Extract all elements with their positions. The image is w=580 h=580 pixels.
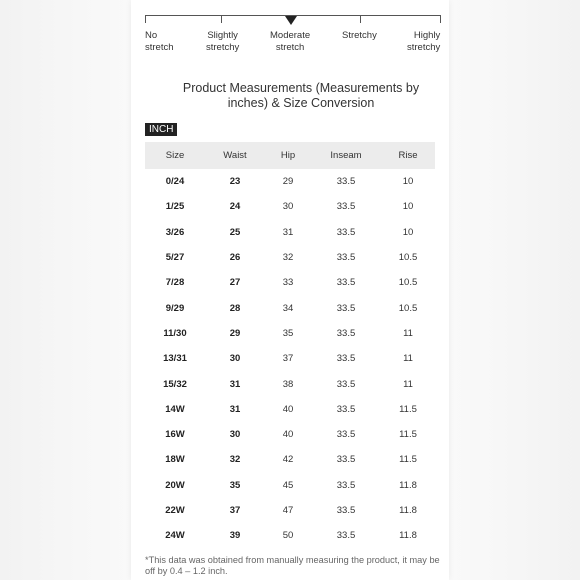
cell-rise: 11 <box>403 378 413 390</box>
cell-rise: 11.5 <box>399 403 417 415</box>
cell-waist: 32 <box>229 454 241 466</box>
cell-size: 22W <box>165 505 185 516</box>
cell-rise: 10 <box>402 176 414 188</box>
cell-rise: 11.8 <box>399 530 417 542</box>
cell-size: 9/29 <box>165 302 185 314</box>
cell-size: 1/25 <box>165 201 185 213</box>
background-left <box>0 0 131 580</box>
column-header-waist: Waist <box>205 142 265 169</box>
table-row <box>145 523 435 548</box>
cell-inseam: 33.5 <box>336 252 356 264</box>
column-header-inseam: Inseam <box>311 142 381 169</box>
cell-rise: 10.5 <box>398 277 418 289</box>
table-row <box>145 371 435 396</box>
cell-hip: 32 <box>282 252 294 264</box>
cell-size: 14W <box>165 403 185 415</box>
cell-hip: 47 <box>282 505 294 516</box>
cell-size: 15/32 <box>163 378 187 390</box>
unit-badge: INCH <box>145 123 177 136</box>
cell-size: 18W <box>165 454 185 466</box>
size-table <box>145 142 435 548</box>
stretch-scale-tick <box>145 15 146 23</box>
cell-waist: 24 <box>229 201 241 213</box>
column-header-rise: Rise <box>381 142 435 169</box>
cell-hip: 38 <box>282 378 294 390</box>
cell-size: 20W <box>165 479 185 491</box>
cell-hip: 37 <box>282 353 294 365</box>
cell-size: 7/28 <box>165 277 185 289</box>
cell-rise: 10.5 <box>398 302 418 314</box>
cell-inseam: 33.5 <box>336 277 356 289</box>
cell-waist: 28 <box>229 302 241 314</box>
cell-size: 5/27 <box>165 252 185 264</box>
cell-waist: 29 <box>229 327 241 339</box>
cell-waist: 25 <box>229 226 241 238</box>
cell-rise: 11 <box>403 327 413 339</box>
cell-waist: 31 <box>229 403 241 415</box>
cell-inseam: 33.5 <box>336 429 356 441</box>
cell-size: 0/24 <box>165 176 185 188</box>
table-row <box>145 270 435 295</box>
cell-waist: 35 <box>229 479 241 491</box>
table-row <box>145 346 435 371</box>
cell-inseam: 33.5 <box>336 505 356 516</box>
stretch-marker-icon <box>285 16 297 25</box>
table-row <box>145 473 435 498</box>
cell-inseam: 33.5 <box>336 403 356 415</box>
cell-waist: 39 <box>229 530 241 542</box>
cell-inseam: 33.5 <box>336 327 356 339</box>
cell-rise: 11.8 <box>399 479 417 491</box>
cell-hip: 40 <box>282 403 294 415</box>
cell-rise: 11.5 <box>399 429 417 441</box>
stretch-label-slightly: Slightly stretchy <box>206 30 240 53</box>
cell-rise: 11 <box>403 353 413 365</box>
cell-inseam: 33.5 <box>336 479 356 491</box>
stretch-scale-tick <box>221 15 222 23</box>
cell-hip: 30 <box>282 201 294 213</box>
table-row <box>145 220 435 245</box>
stretch-label-highly: Highly stretchy <box>407 30 441 53</box>
table-row <box>145 397 435 422</box>
table-row <box>145 169 435 194</box>
cell-hip: 50 <box>282 530 294 542</box>
table-row <box>145 295 435 320</box>
cell-size: 3/26 <box>165 226 185 238</box>
size-chart-card <box>131 0 449 580</box>
cell-hip: 35 <box>282 327 294 339</box>
cell-waist: 31 <box>229 378 241 390</box>
cell-hip: 31 <box>282 226 294 238</box>
cell-inseam: 33.5 <box>336 530 356 542</box>
stretch-label-stretchy: Stretchy <box>342 30 377 41</box>
cell-hip: 34 <box>282 302 294 314</box>
cell-hip: 45 <box>282 479 294 491</box>
cell-waist: 30 <box>229 429 241 441</box>
table-row <box>145 422 435 447</box>
cell-inseam: 33.5 <box>336 226 356 238</box>
cell-hip: 42 <box>282 454 294 466</box>
cell-inseam: 33.5 <box>336 454 356 466</box>
cell-hip: 29 <box>282 176 294 188</box>
cell-size: 24W <box>165 530 185 542</box>
stretch-scale-tick <box>440 15 441 23</box>
table-row <box>145 498 435 523</box>
table-row <box>145 194 435 219</box>
table-body <box>145 169 435 548</box>
cell-waist: 23 <box>229 176 241 188</box>
cell-size: 16W <box>165 429 185 441</box>
cell-inseam: 33.5 <box>336 201 356 213</box>
cell-inseam: 33.5 <box>336 302 356 314</box>
cell-waist: 37 <box>229 505 241 516</box>
measurement-note: *This data was obtained from manually measuring the product, it may be off by 0.4 – 1.2 inch. <box>145 555 440 576</box>
cell-rise: 11.5 <box>399 454 417 466</box>
cell-hip: 40 <box>282 429 294 441</box>
cell-waist: 26 <box>229 252 241 264</box>
cell-rise: 11.8 <box>399 505 417 516</box>
background-right <box>449 0 580 580</box>
column-header-size: Size <box>145 142 205 169</box>
cell-waist: 27 <box>229 277 241 289</box>
cell-rise: 10.5 <box>398 252 418 264</box>
cell-waist: 30 <box>229 353 241 365</box>
table-row <box>145 447 435 472</box>
stretch-label-moderate: Moderate stretch <box>270 30 311 53</box>
page-title: Product Measurements (Measurements by inches) & Size Conversion <box>182 81 420 110</box>
cell-inseam: 33.5 <box>336 353 356 365</box>
table-row <box>145 321 435 346</box>
cell-rise: 10 <box>402 201 414 213</box>
stretch-scale-tick <box>360 15 361 23</box>
column-header-hip: Hip <box>265 142 311 169</box>
cell-rise: 10 <box>402 226 414 238</box>
table-row <box>145 245 435 270</box>
stretch-label-none: No stretch <box>145 30 174 53</box>
cell-size: 11/30 <box>163 327 187 339</box>
cell-size: 13/31 <box>163 353 187 365</box>
table-header-row <box>145 142 435 169</box>
cell-hip: 33 <box>282 277 294 289</box>
cell-inseam: 33.5 <box>336 176 356 188</box>
cell-inseam: 33.5 <box>336 378 356 390</box>
